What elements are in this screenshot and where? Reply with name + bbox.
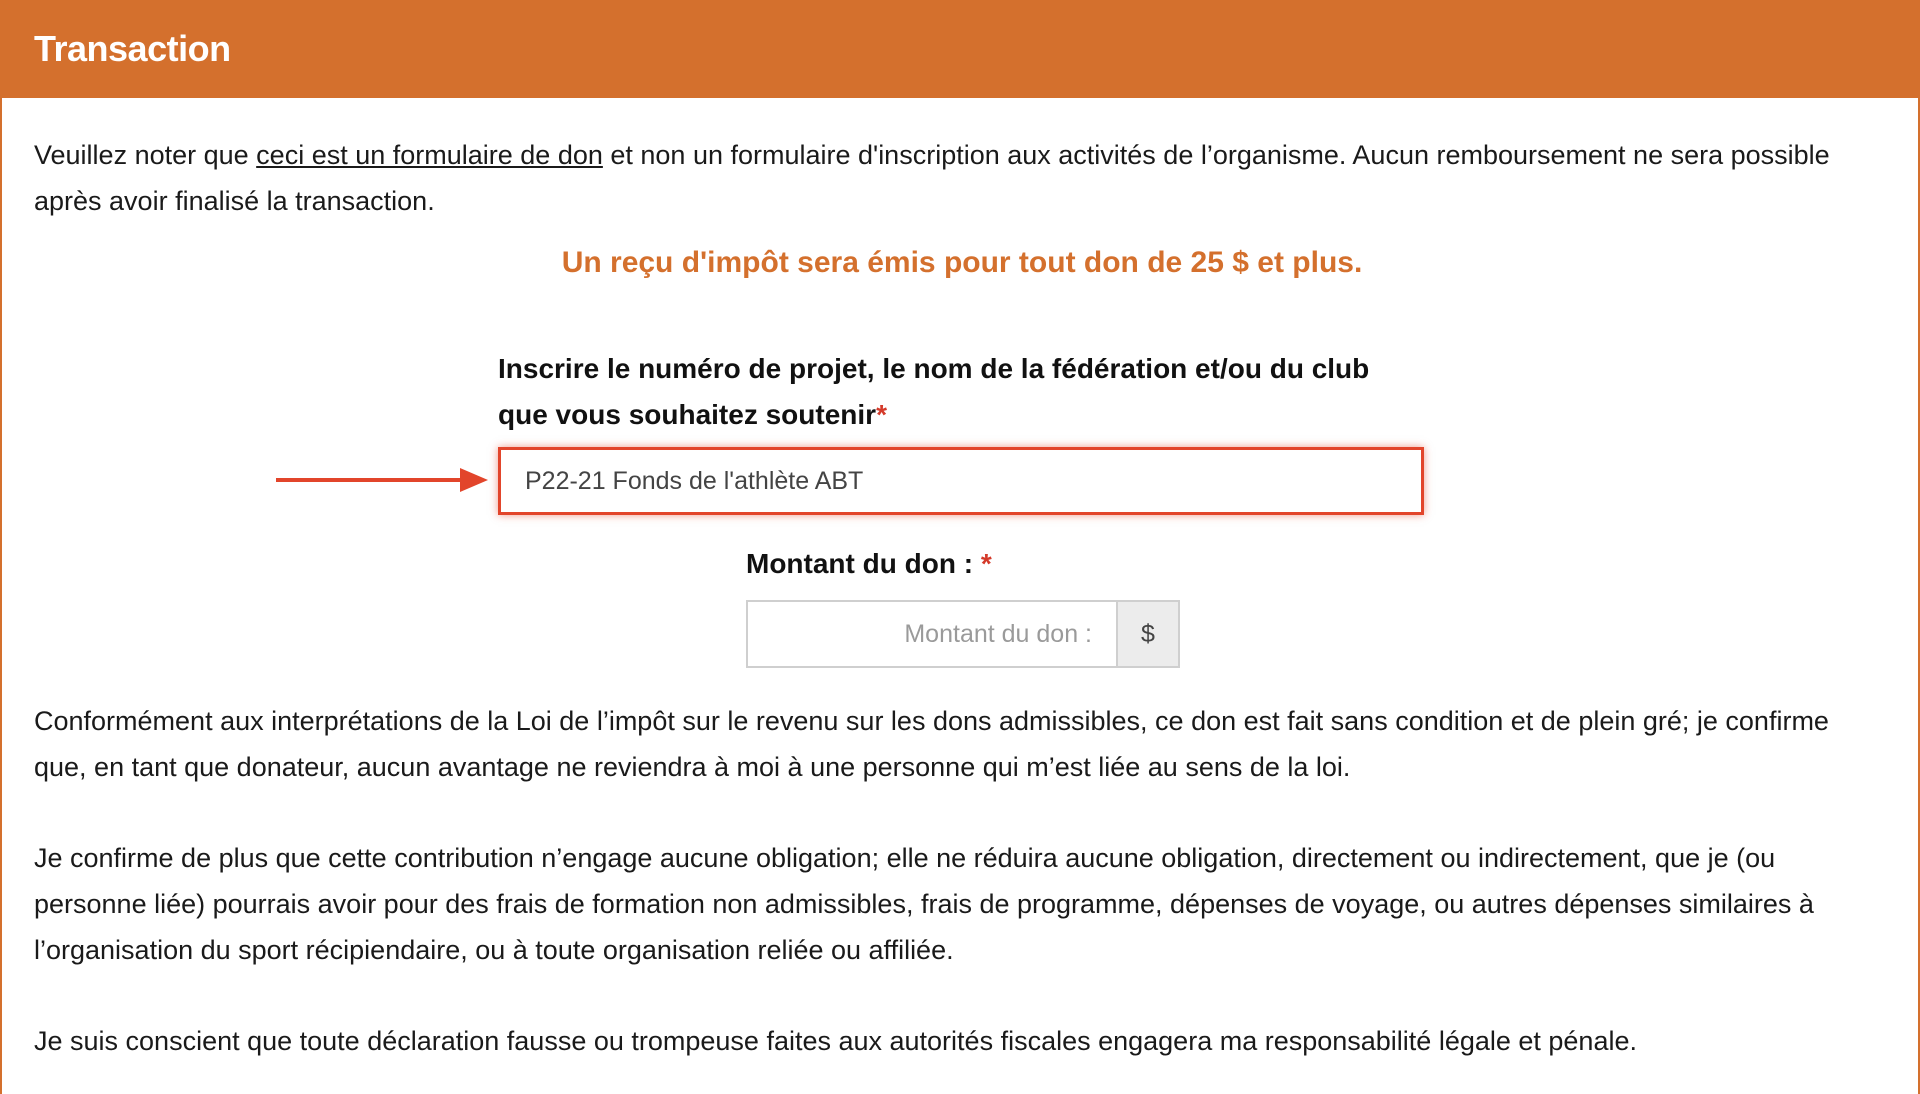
project-field-label [498,346,1398,438]
project-input-highlight [498,447,1424,515]
tax-law-paragraph: Conformément aux interprétations de la Loi de l’impôt sur le revenu sur les dons admissibles, ce don est fait sans condition et de plein gré; je confirme que, en tant que donateur, aucun avantage ne reviendra à moi à une personne qui m’est liée au sens de la loi. [34,706,1829,782]
amount-input[interactable] [746,600,1116,668]
panel-header [2,2,1918,98]
amount-field-label [746,548,992,580]
intro-text-before: Veuillez noter que [34,140,257,170]
intro-paragraph [34,132,1884,224]
liability-paragraph: Je suis conscient que toute déclaration fausse ou trompeuse faites aux autorités fiscales engagera ma responsabilité légale et pénale. [34,1026,1637,1056]
panel-title: Transaction [34,28,231,69]
donation-form-link[interactable]: ceci est un formulaire de don [256,140,603,170]
project-label-text: Inscrire le numéro de projet, le nom de la fédération et/ou du club que vous souhaitez soutenir [498,353,1370,430]
project-input[interactable] [501,450,1421,512]
tax-receipt-notice: Un reçu d'impôt sera émis pour tout don de 25 $ et plus. [561,246,1363,279]
obligation-paragraph: Je confirme de plus que cette contribution n’engage aucune obligation; elle ne réduira aucune obligation, directement ou indirectement, que je (ou personne liée) pourrais avoir pour des frais de formation non admissibles, frais de programme, dépenses de voyage, ou autres dépenses similaires à l’organisation du sport récipiendaire, ou à toute organisation reliée ou affiliée. [34,843,1814,965]
arrow-right-icon [276,465,490,495]
required-asterisk: * [876,399,887,430]
required-asterisk: * [980,548,992,579]
amount-label-text: Montant du don : [746,548,981,579]
amount-input-group [746,600,1180,668]
intro-text-after: et non un formulaire d'inscription aux activités de l’organisme. Aucun remboursement ne sera possible après avoir finalisé la transaction. [34,140,1830,216]
currency-addon: $ [1116,600,1180,668]
